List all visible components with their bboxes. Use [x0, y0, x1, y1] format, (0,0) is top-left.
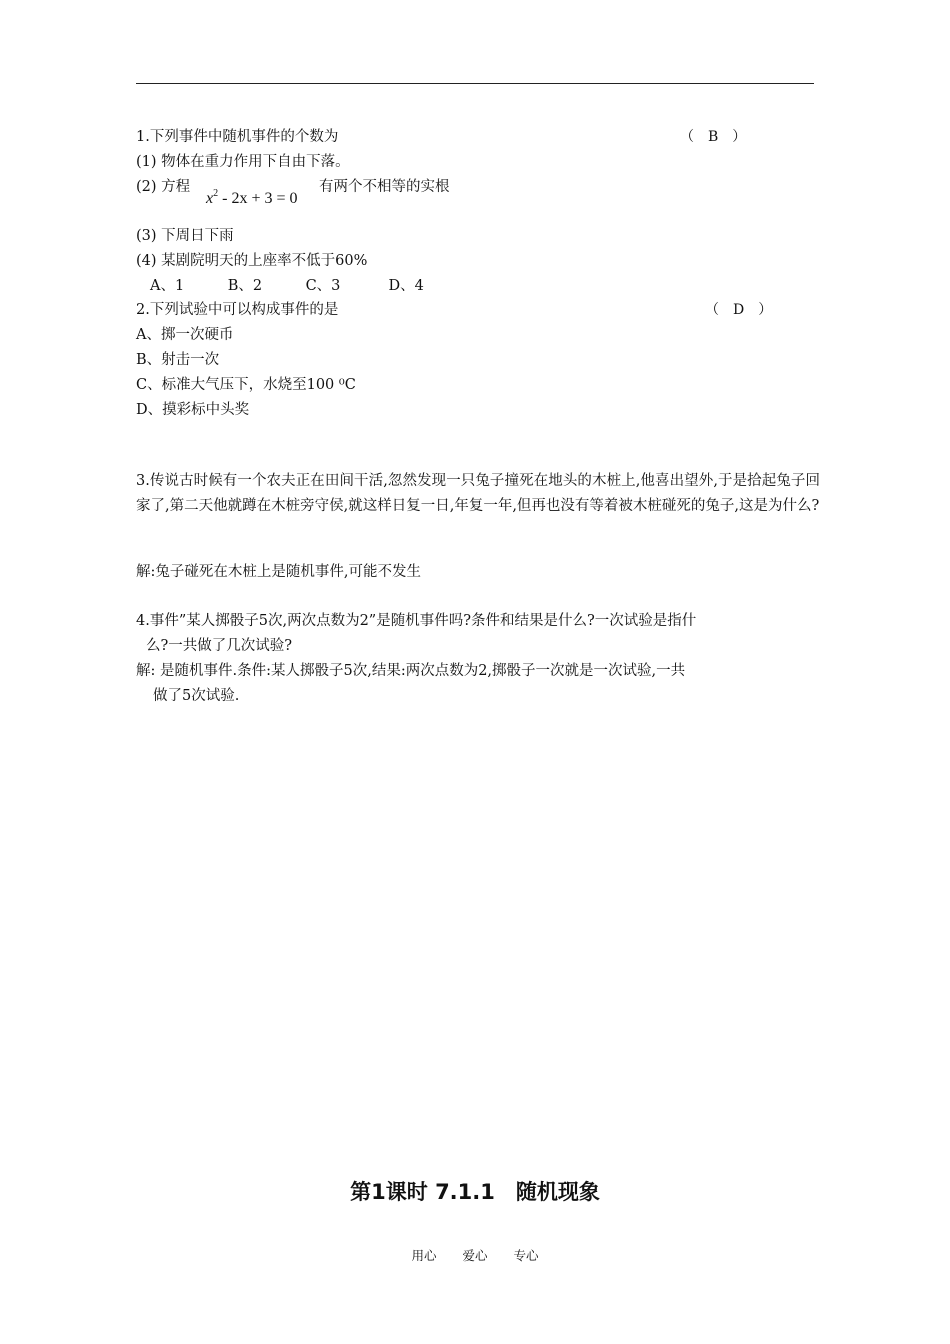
q1-item-4: (4) 某剧院明天的上座率不低于60% — [136, 253, 368, 269]
q2-stem: 2.下列试验中可以构成事件的是 — [136, 302, 339, 318]
lesson-title: 第1课时 7.1.1 随机现象 — [350, 1180, 600, 1204]
q4-solution-1: 解: 是随机事件.条件:某人掷骰子5次,结果:两次点数为2,掷骰子一次就是一次试验,一共 — [136, 663, 686, 679]
q2-answer: （ D ） — [705, 302, 773, 318]
q1-choices: A、1 B、2 C、3 D、4 — [150, 278, 424, 294]
q4-solution-2: 做了5次试验. — [153, 688, 240, 704]
q3-solution: 解:兔子碰死在木桩上是随机事件,可能不发生 — [136, 564, 421, 580]
q1-item-2-suffix: 有两个不相等的实根 — [319, 179, 450, 195]
q1-equation — [206, 188, 298, 207]
q2-option-a: A、掷一次硬币 — [136, 327, 234, 343]
q2-option-b: B、射击一次 — [136, 352, 220, 368]
q2-option-c: C、标准大气压下，水烧至100 ⁰C — [136, 377, 356, 393]
header-rule — [136, 83, 814, 84]
page-footer: 用心 爱心 专心 — [411, 1248, 539, 1263]
q2-option-d: D、摸彩标中头奖 — [136, 402, 250, 418]
q1-item-3: (3) 下周日下雨 — [136, 228, 234, 244]
q4-line-2: 么?一共做了几次试验? — [146, 638, 293, 654]
q1-item-1: (1) 物体在重力作用下自由下落。 — [136, 154, 350, 170]
eq-rest: - 2x + 3 = 0 — [218, 190, 298, 207]
q1-item-2-prefix: (2) 方程 — [136, 179, 191, 195]
eq-base: x — [206, 190, 214, 207]
q1-answer: （ B ） — [680, 129, 747, 145]
q4-line-1: 4.事件”某人掷骰子5次,两次点数为2”是随机事件吗?条件和结果是什么?一次试验是指什 — [136, 613, 697, 629]
q3-text: 3.传说古时候有一个农夫正在田间干活,忽然发现一只兔子撞死在地头的木桩上,他喜出望外,于是拾起兔子回家了,第二天他就蹲在木桩旁守侯,就这样日复一日,年复一年,但再也没有等着被木桩碰死的兔子,这是为什么? — [136, 473, 820, 514]
eq-exponent: 2 — [213, 188, 219, 199]
q1-stem: 1.下列事件中随机事件的个数为 — [136, 129, 339, 145]
